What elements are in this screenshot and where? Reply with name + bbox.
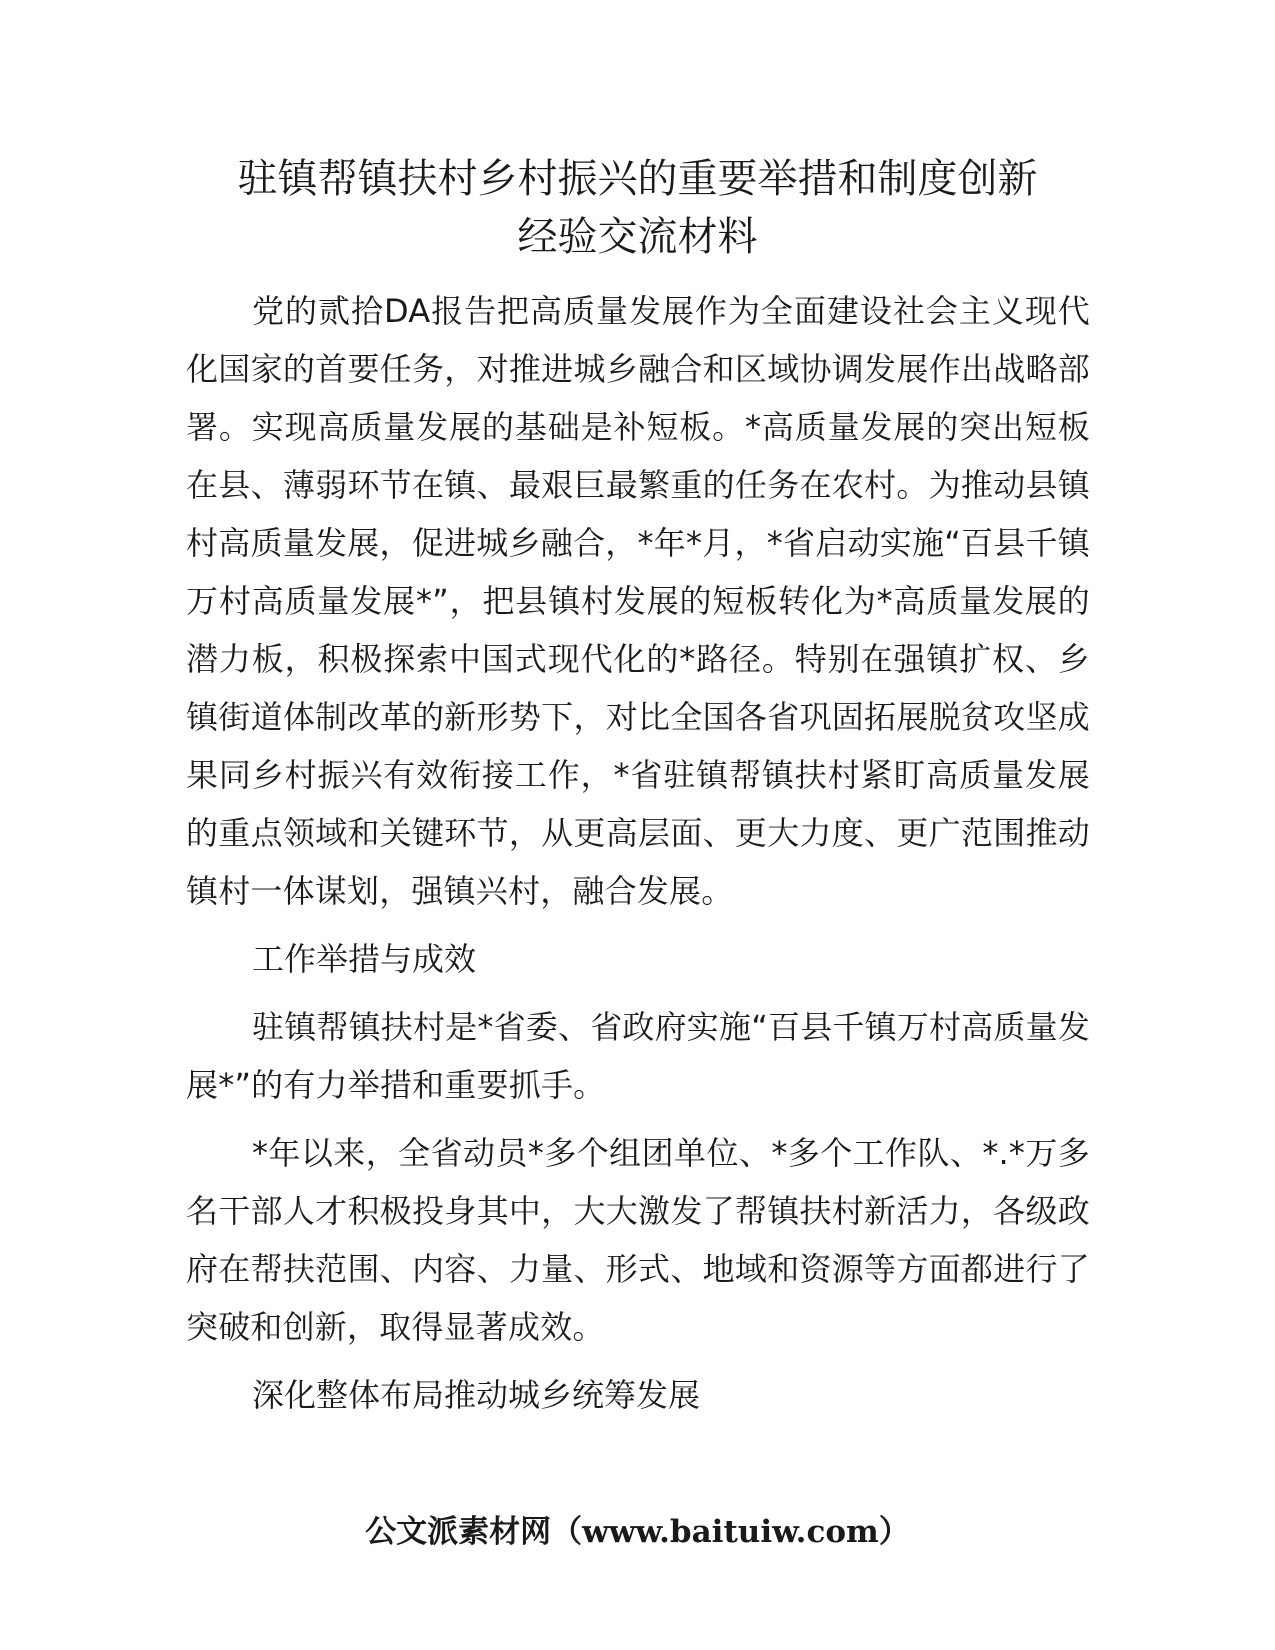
- document-title: [150, 150, 1125, 266]
- document-body: [186, 282, 1090, 1424]
- title-line-1: 驻镇帮镇扶村乡村振兴的重要举措和制度创新: [237, 156, 1038, 202]
- section-heading-layout: 深化整体布局推动城乡统筹发展: [252, 1376, 701, 1414]
- section-heading-measures: 工作举措与成效: [252, 940, 477, 978]
- title-line-2: 经验交流材料: [517, 214, 758, 260]
- footer-watermark: 公文派素材网（www.baituiw.com）: [365, 1514, 910, 1550]
- intro-paragraph: 党的贰拾DA报告把高质量发展作为全面建设社会主义现代化国家的首要任务，对推进城乡融合和区域协调发展作出战略部署。实现高质量发展的基础是补短板。*高质量发展的突出短板在县、薄弱环节在镇、最艰巨最繁重的任务在农村。为推动县镇村高质量发展，促进城乡融合，*年*月，*省启动实施“百县千镇万村高质量发展*”，把县镇村发展的短板转化为*高质量发展的潜力板，积极探索中国式现代化的*路径。特别在强镇扩权、乡镇街道体制改革的新形势下，对比全国各省巩固拓展脱贫攻坚成果同乡村振兴有效衔接工作，*省驻镇帮镇扶村紧盯高质量发展的重点领域和关键环节，从更高层面、更大力度、更广范围推动镇村一体谋划，强镇兴村，融合发展。: [186, 292, 1090, 910]
- results-paragraph: *年以来，全省动员*多个组团单位、*多个工作队、*.*万多名干部人才积极投身其中，大大激发了帮镇扶村新活力，各级政府在帮扶范围、内容、力量、形式、地域和资源等方面都进行了突破和创新，取得显著成效。: [186, 1134, 1090, 1346]
- measures-paragraph: 驻镇帮镇扶村是*省委、省政府实施“百县千镇万村高质量发展*”的有力举措和重要抓手。: [186, 1008, 1090, 1104]
